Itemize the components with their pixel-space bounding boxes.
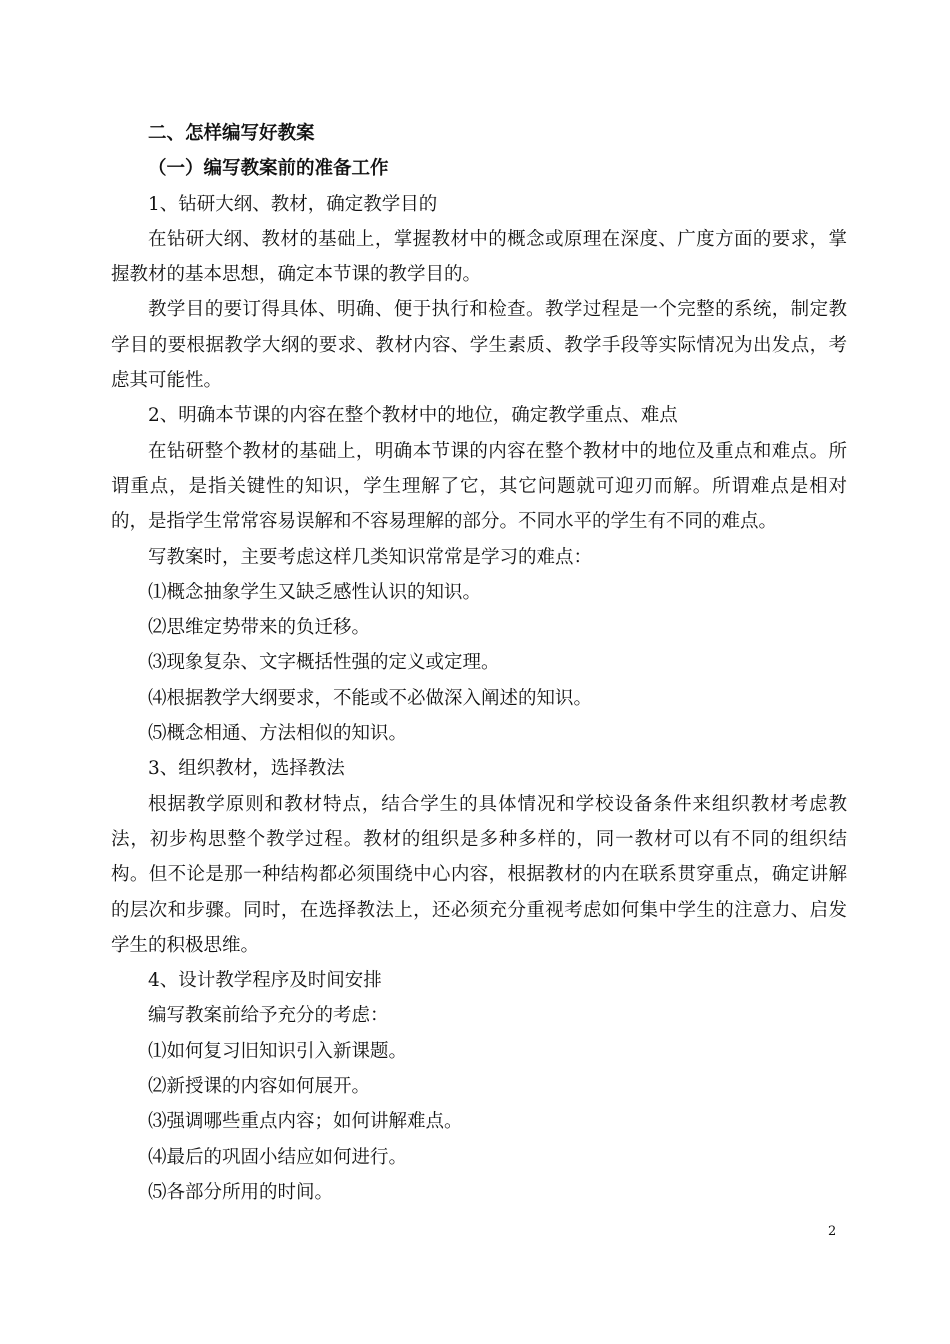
item4-paragraph-1: 编写教案前给予充分的考虑：	[148, 1005, 389, 1027]
section-title: 二、怎样编写好教案	[148, 123, 315, 144]
list-item: ⑸各部分所用的时间。	[148, 1181, 334, 1203]
item1-paragraph-2: 教学目的要订得具体、明确、便于执行和检查。教学过程是一个完整的系统，制定教学目的要根据教学大纲的要求、教材内容、学生素质、教学手段等实际情况为出发点，考虑其可能性。	[111, 299, 847, 392]
item2-heading: 2、明确本节课的内容在整个教材中的地位，确定教学重点、难点	[148, 405, 678, 427]
item2-paragraph-1: 在钻研整个教材的基础上，明确本节课的内容在整个教材中的地位及重点和难点。所谓重点，是指关键性的知识，学生理解了它，其它问题就可迎刃而解。所谓难点是相对的，是指学生常常容易误解和不容易理解的部分。不同水平的学生有不同的难点。	[111, 440, 847, 533]
page-number: 2	[828, 1224, 837, 1239]
list-item: ⑸概念相通、方法相似的知识。	[148, 723, 408, 745]
list-item: ⑴如何复习旧知识引入新课题。	[148, 1040, 408, 1062]
item2-paragraph-2: 写教案时，主要考虑这样几类知识常常是学习的难点：	[148, 546, 593, 568]
list-item: ⑶强调哪些重点内容；如何讲解难点。	[148, 1111, 463, 1133]
list-item: ⑵思维定势带来的负迁移。	[148, 617, 371, 639]
item1-heading: 1、钻研大纲、教材，确定教学目的	[148, 193, 438, 215]
list-item: ⑷最后的巩固小结应如何进行。	[148, 1146, 408, 1168]
subsection-title: （一）编写教案前的准备工作	[148, 158, 389, 180]
item1-paragraph-1: 在钻研大纲、教材的基础上，掌握教材中的概念或原理在深度、广度方面的要求，掌握教材的基本思想，确定本节课的教学目的。	[111, 228, 847, 286]
item3-heading: 3、组织教材，选择教法	[148, 758, 345, 780]
document-body	[111, 116, 847, 1210]
list-item: ⑴概念抽象学生又缺乏感性认识的知识。	[148, 581, 482, 603]
list-item: ⑷根据教学大纲要求，不能或不必做深入阐述的知识。	[148, 687, 593, 709]
item4-heading: 4、设计教学程序及时间安排	[148, 970, 382, 992]
list-item: ⑵新授课的内容如何展开。	[148, 1076, 371, 1098]
item3-paragraph-1: 根据教学原则和教材特点，结合学生的具体情况和学校设备条件来组织教材考虑教法，初步构思整个教学过程。教材的组织是多种多样的，同一教材可以有不同的组织结构。但不论是那一种结构都必须围绕中心内容，根据教材的内在联系贯穿重点，确定讲解的层次和步骤。同时，在选择教法上，还必须充分重视考虑如何集中学生的注意力、启发学生的积极思维。	[111, 793, 847, 956]
list-item: ⑶现象复杂、文字概括性强的定义或定理。	[148, 652, 500, 674]
